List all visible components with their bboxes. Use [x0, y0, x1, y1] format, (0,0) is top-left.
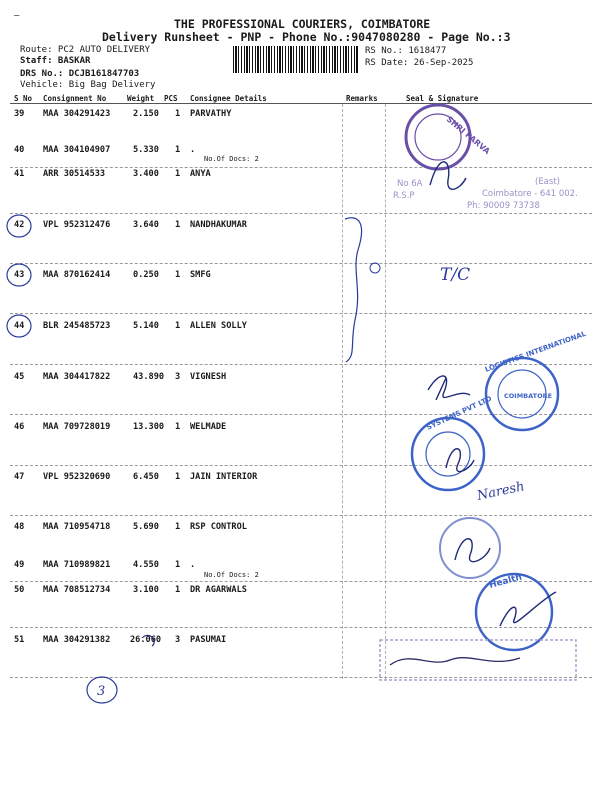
stamp-text: Ph: 90009 73738: [467, 201, 540, 211]
col-remarks: Remarks: [346, 94, 378, 103]
row-weight: 5.140: [133, 321, 159, 331]
faded-round-stamp: [440, 518, 500, 578]
row-sno: 44: [14, 321, 25, 331]
stamp-text: SHRI PARVA: [444, 114, 492, 157]
row-sno: 51: [14, 635, 25, 645]
row-consignment: ARR 30514533: [43, 169, 106, 179]
row-weight: 5.690: [133, 522, 159, 532]
row-consignment: MAA 304104907: [43, 145, 111, 155]
circle-mark-42: [7, 215, 31, 237]
stamp-text: SYSTEMS PVT LTD: [425, 394, 494, 432]
row-consignment: MAA 710954718: [43, 522, 111, 532]
corner-mark: —: [14, 11, 20, 21]
row-weight: 2.150: [133, 109, 159, 119]
stamp-text: No 6A: [397, 179, 423, 189]
company-title: THE PROFESSIONAL COURIERS, COIMBATORE: [174, 17, 431, 31]
row-weight: 0.250: [133, 270, 159, 280]
row-consignment: MAA 710989821: [43, 560, 111, 570]
remarks-bracket-line: [345, 218, 362, 362]
row-sno: 45: [14, 372, 25, 382]
page-circle-number: 3: [97, 684, 106, 699]
col-sno: S No: [14, 94, 33, 103]
row-pcs: 3: [175, 635, 181, 645]
row-consignee: RSP CONTROL: [190, 522, 247, 532]
row-weight: 3.400: [133, 169, 159, 179]
row-pcs: 1: [175, 220, 181, 230]
overwrite-mark: [142, 635, 154, 646]
row-pcs: 1: [175, 472, 181, 482]
rs-date: RS Date: 26-Sep-2025: [365, 58, 474, 68]
small-loop-mark: [370, 263, 380, 273]
row-weight: 5.330: [133, 145, 159, 155]
signature-scribble: [455, 539, 490, 562]
row-weight: 26.060: [130, 635, 162, 645]
logistics-stamp: [484, 330, 588, 430]
address-stamp: [393, 177, 578, 211]
row-pcs: 1: [175, 585, 181, 595]
signature-scribble: [500, 592, 556, 626]
signature-scribble: [390, 658, 520, 665]
row-weight: 6.450: [133, 472, 159, 482]
row-consignment: MAA 870162414: [43, 270, 111, 280]
col-seal: Seal & Signature: [406, 94, 479, 103]
stamp-text: Coimbatore - 641 002.: [482, 189, 578, 199]
col-consignee: Consignee Details: [190, 94, 267, 103]
route-label: Route: PC2 AUTO DELIVERY: [20, 45, 151, 55]
row-sno: 50: [14, 585, 25, 595]
row-sno: 47: [14, 472, 25, 482]
row-pcs: 1: [175, 321, 181, 331]
rs-number: RS No.: 1618477: [365, 46, 447, 56]
row-consignee: PASUMAI: [190, 635, 227, 645]
handwritten-note: T/C: [440, 265, 471, 285]
col-weight: Weight: [127, 94, 155, 103]
stamp-text: LOGISTICS INTERNATIONAL: [483, 329, 588, 374]
row-pcs: 3: [175, 372, 181, 382]
row-consignee: ANYA: [190, 169, 211, 179]
row-consignment: MAA 708512734: [43, 585, 111, 595]
parvathy-stamp: [406, 105, 492, 169]
row-sno: 42: [14, 220, 25, 230]
staff-label: Staff: BASKAR: [20, 56, 91, 66]
row-sno: 46: [14, 422, 25, 432]
row-pcs: 1: [175, 145, 181, 155]
signature-scribble: [430, 162, 466, 189]
vehicle-label: Vehicle: Big Bag Delivery: [20, 80, 156, 90]
runsheet-subtitle: Delivery Runsheet - PNP - Phone No.:9047080280 - Page No.:3: [102, 30, 511, 44]
row-consignee: JAIN INTERIOR: [190, 472, 258, 482]
circle-mark-44: [7, 315, 31, 337]
row-consignment: BLR 245485723: [43, 321, 111, 331]
row-consignee: NANDHAKUMAR: [190, 220, 247, 230]
row-pcs: 1: [175, 270, 181, 280]
row-weight: 3.100: [133, 585, 159, 595]
row-consignment: VPL 952320690: [43, 472, 111, 482]
col-pcs: PCS: [164, 94, 178, 103]
row-consignment: MAA 304291423: [43, 109, 111, 119]
row-consignee: PARVATHY: [190, 109, 232, 119]
stamp-text: R.S.P: [393, 191, 415, 201]
row-weight: 13.300: [133, 422, 165, 432]
row-consignee: DR AGARWALS: [190, 585, 247, 595]
row-sno: 39: [14, 109, 25, 119]
row-weight: 4.550: [133, 560, 159, 570]
row-consignee: WELMADE: [190, 422, 227, 432]
row-sno: 43: [14, 270, 25, 280]
health-stamp: [476, 573, 552, 650]
stamp-text: COIMBATORE: [504, 392, 553, 400]
row-sno: 49: [14, 560, 25, 570]
row-pcs: 1: [175, 560, 181, 570]
row-consignee: .: [190, 145, 196, 155]
systems-stamp: [412, 395, 493, 490]
stamp-text: Health: [488, 572, 524, 591]
row-consignee: .: [190, 560, 196, 570]
row-pcs: 1: [175, 169, 181, 179]
row-consignee: VIGNESH: [190, 372, 227, 382]
rectangular-stamp: [380, 640, 576, 680]
row-consignment: MAA 304291382: [43, 635, 111, 645]
signature-scribble: [428, 376, 470, 400]
row-consignee: SMFG: [190, 270, 211, 280]
row-sno: 40: [14, 145, 25, 155]
row-consignment: VPL 952312476: [43, 220, 111, 230]
row-consignment: MAA 709728019: [43, 422, 111, 432]
row-doc-count: No.Of Docs: 2: [204, 571, 259, 579]
row-weight: 43.890: [133, 372, 165, 382]
drs-number: DRS No.: DCJB161847703: [20, 69, 140, 79]
row-weight: 3.640: [133, 220, 159, 230]
row-pcs: 1: [175, 109, 181, 119]
row-consignee: ALLEN SOLLY: [190, 321, 247, 331]
col-consignment: Consignment No: [43, 94, 107, 103]
stamp-text: (East): [535, 177, 560, 187]
naresh-signature: Naresh: [475, 479, 526, 504]
row-doc-count: No.Of Docs: 2: [204, 155, 259, 163]
row-sno: 41: [14, 169, 25, 179]
row-pcs: 1: [175, 522, 181, 532]
circle-mark-43: [7, 264, 31, 286]
row-pcs: 1: [175, 422, 181, 432]
row-sno: 48: [14, 522, 25, 532]
row-consignment: MAA 304417822: [43, 372, 111, 382]
